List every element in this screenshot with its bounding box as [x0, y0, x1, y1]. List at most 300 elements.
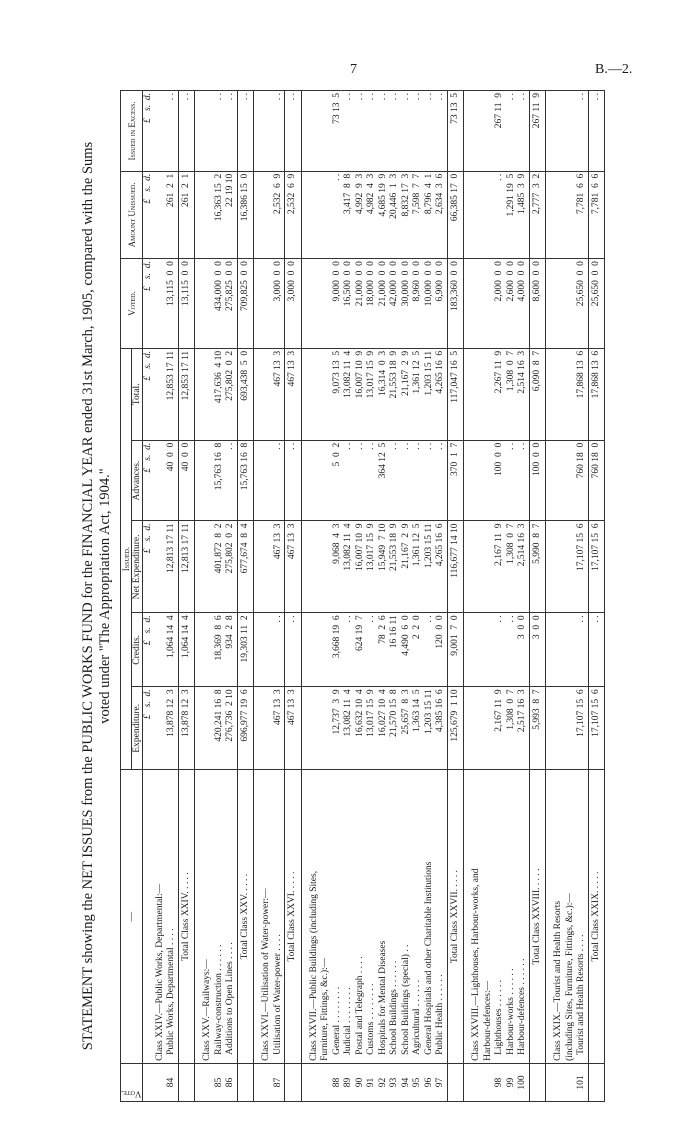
unissued-cell [261, 171, 273, 258]
net-expenditure-cell: 5,990 8 7 [529, 521, 546, 613]
service-name: Additions to Open Lines . . . . [225, 770, 237, 1064]
service-name: Hospitals for Mental Diseases [378, 770, 390, 1064]
service-name: Lighthouses . . . . . . [494, 770, 506, 1064]
excess-cell: . . [366, 91, 378, 172]
advances-cell: . . [517, 440, 529, 521]
class-heading: Class XXVII.—Public Buildings (including Sites, [309, 770, 321, 1064]
net-expenditure-cell: 467 13 3 [273, 521, 285, 613]
credits-cell: 1,064 14 4 [166, 613, 178, 687]
voted-cell [553, 259, 565, 349]
class-heading-row [320, 91, 332, 1102]
table-row [225, 91, 237, 1102]
class-heading-row [155, 91, 167, 1102]
expenditure-cell: 13,082 11 4 [343, 687, 355, 770]
class-heading: Class XXVIII.—Lighthouses, Harbour-works, and [471, 770, 483, 1064]
excess-cell: . . [506, 91, 518, 172]
total-cell [483, 348, 495, 440]
voted-cell: 21,000 0 0 [355, 259, 367, 349]
advances-cell: 100 0 0 [494, 440, 506, 521]
table-row [389, 91, 401, 1102]
vote-number: 86 [225, 1063, 237, 1101]
class-heading: Harbour-defences:— [483, 770, 495, 1064]
statement-body [143, 91, 605, 1102]
credits-cell: 2 2 0 [412, 613, 424, 687]
table-row [401, 91, 413, 1102]
total-cell: 2,267 11 9 [494, 348, 506, 440]
unissued-cell: 16,386 15 0 [237, 171, 254, 258]
expenditure-cell: 25,657 8 3 [401, 687, 413, 770]
unissued-cell: 4,685 19 9 [378, 171, 390, 258]
net-expenditure-cell [471, 521, 483, 613]
net-expenditure-cell [155, 521, 167, 613]
table-row [332, 91, 344, 1102]
expenditure-cell: 4,385 16 6 [435, 687, 447, 770]
net-expenditure-cell: 9,068 4 3 [332, 521, 344, 613]
service-name: Tourist and Health Resorts . . . . [576, 770, 588, 1064]
excess-cell [202, 91, 214, 172]
class-total-row [237, 91, 254, 1102]
unissued-cell: . . [332, 171, 344, 258]
advances-cell: . . [225, 440, 237, 521]
credits-cell: 16 16 11 [389, 613, 401, 687]
credits-cell: . . [506, 613, 518, 687]
excess-cell: . . [389, 91, 401, 172]
vote-number [565, 1063, 577, 1101]
expenditure-cell [261, 687, 273, 770]
total-cell: 2,514 16 3 [517, 348, 529, 440]
total-cell [471, 348, 483, 440]
unissued-cell [483, 171, 495, 258]
net-expenditure-cell: 2,167 11 9 [494, 521, 506, 613]
expenditure-cell [553, 687, 565, 770]
unit-label: £ s. d. [143, 91, 155, 172]
voted-cell: 8,960 0 0 [412, 259, 424, 349]
advances-cell [309, 440, 321, 521]
net-expenditure-cell [553, 521, 565, 613]
total-cell [155, 348, 167, 440]
unissued-cell: 1,291 19 5 [506, 171, 518, 258]
net-expenditure-cell: 467 13 3 [285, 521, 302, 613]
expenditure-cell: 13,878 12 3 [166, 687, 178, 770]
total-cell [261, 348, 273, 440]
vote-number [529, 1063, 546, 1101]
unit-label: £ s. d. [143, 259, 155, 349]
total-cell: 17,868 13 6 [576, 348, 588, 440]
excess-cell [565, 91, 577, 172]
credits-cell: . . [273, 613, 285, 687]
unissued-cell [309, 171, 321, 258]
credits-cell [309, 613, 321, 687]
vote-number [155, 1063, 167, 1101]
credits-cell [483, 613, 495, 687]
credits-cell: . . [588, 613, 605, 687]
total-cell: 1,203 15 11 [424, 348, 436, 440]
unissued-cell: 7,781 6 6 [588, 171, 605, 258]
unissued-cell: 2,634 3 6 [435, 171, 447, 258]
spacer-row [546, 91, 554, 1102]
vote-number [553, 1063, 565, 1101]
total-label: Total Class XXVI. . . . . [285, 770, 302, 1064]
vote-number: 101 [576, 1063, 588, 1101]
advances-cell [261, 440, 273, 521]
expenditure-cell: 12,737 3 9 [332, 687, 344, 770]
class-total-row [285, 91, 302, 1102]
unissued-cell: 4,992 9 3 [355, 171, 367, 258]
expenditure-cell [320, 687, 332, 770]
vote-number [309, 1063, 321, 1101]
voted-cell: 18,000 0 0 [366, 259, 378, 349]
excess-cell: . . [412, 91, 424, 172]
statement-table [120, 90, 605, 1102]
expenditure-cell: 16,632 10 4 [355, 687, 367, 770]
credits-cell: 1,064 14 4 [178, 613, 195, 687]
unissued-cell [553, 171, 565, 258]
expenditure-cell [483, 687, 495, 770]
vote-number: 84 [166, 1063, 178, 1101]
net-expenditure-cell [261, 521, 273, 613]
unit-label: £ s. d. [143, 687, 155, 770]
table-row [214, 91, 226, 1102]
excess-cell: . . [517, 91, 529, 172]
class-heading-row [202, 91, 214, 1102]
unissued-cell [155, 171, 167, 258]
expenditure-cell: 276,736 2 10 [225, 687, 237, 770]
credits-cell [565, 613, 577, 687]
unissued-cell: 8,832 17 3 [401, 171, 413, 258]
service-name: Public Health . . . . . . [435, 770, 447, 1064]
voted-cell [471, 259, 483, 349]
excess-cell: . . [343, 91, 355, 172]
spacer-row [254, 91, 262, 1102]
advances-cell: . . [412, 440, 424, 521]
header-total: Total. [132, 348, 143, 440]
voted-cell [202, 259, 214, 349]
title-line-2: voted under "The Appropriation Act, 1904." [97, 468, 113, 724]
unissued-cell: 2,777 3 2 [529, 171, 546, 258]
excess-cell [320, 91, 332, 172]
excess-cell [309, 91, 321, 172]
excess-cell: . . [435, 91, 447, 172]
vote-number [237, 1063, 254, 1101]
header-advances: Advances. [132, 440, 143, 521]
voted-cell [155, 259, 167, 349]
spacer-row [464, 91, 472, 1102]
vote-number: 90 [355, 1063, 367, 1101]
spacer-row [301, 91, 309, 1102]
advances-cell: 760 18 0 [576, 440, 588, 521]
unissued-cell: 4,982 4 3 [366, 171, 378, 258]
excess-cell: 267 11 9 [529, 91, 546, 172]
table-row [435, 91, 447, 1102]
total-cell [309, 348, 321, 440]
header-unissued: Amount Unissued. [121, 171, 143, 258]
advances-cell [155, 440, 167, 521]
net-expenditure-cell: 12,813 17 11 [178, 521, 195, 613]
excess-cell: . . [355, 91, 367, 172]
voted-cell: 21,000 0 0 [378, 259, 390, 349]
spacer-row [195, 91, 203, 1102]
expenditure-cell: 13,017 15 9 [366, 687, 378, 770]
vote-number: 88 [332, 1063, 344, 1101]
vote-number [447, 1063, 464, 1101]
expenditure-cell [202, 687, 214, 770]
vote-number: 100 [517, 1063, 529, 1101]
total-cell: 12,853 17 11 [178, 348, 195, 440]
excess-cell: . . [424, 91, 436, 172]
voted-cell: 183,360 0 0 [447, 259, 464, 349]
service-name: General . . . . . . . . [332, 770, 344, 1064]
header-service: — [121, 770, 143, 1064]
voted-cell: 13,115 0 0 [178, 259, 195, 349]
service-name: Harbour-works . . . . . . [506, 770, 518, 1064]
voted-cell: 709,825 0 0 [237, 259, 254, 349]
excess-cell: . . [285, 91, 302, 172]
class-total-row [588, 91, 605, 1102]
net-expenditure-cell: 275,802 0 2 [225, 521, 237, 613]
voted-cell: 275,825 0 0 [225, 259, 237, 349]
class-heading: Class XXIX.—Tourist and Health Resorts [553, 770, 565, 1064]
total-cell: 1,361 12 5 [412, 348, 424, 440]
excess-cell [483, 91, 495, 172]
excess-cell [553, 91, 565, 172]
service-name: Judicial . . . . . . . . [343, 770, 355, 1064]
voted-cell: 42,000 0 0 [389, 259, 401, 349]
net-expenditure-cell [202, 521, 214, 613]
net-expenditure-cell: 12,813 17 11 [166, 521, 178, 613]
class-total-row [178, 91, 195, 1102]
service-name: Customs . . . . . . . . [366, 770, 378, 1064]
total-cell: 13,082 11 4 [343, 348, 355, 440]
vote-number: 85 [214, 1063, 226, 1101]
credits-cell: 3 0 0 [529, 613, 546, 687]
unissued-cell: 20,446 1 3 [389, 171, 401, 258]
unit-label: £ s. d. [143, 348, 155, 440]
vote-number: 95 [412, 1063, 424, 1101]
page-number: 7 [350, 62, 357, 77]
advances-cell [320, 440, 332, 521]
total-cell: 1,308 0 7 [506, 348, 518, 440]
net-expenditure-cell [309, 521, 321, 613]
advances-cell: . . [424, 440, 436, 521]
credits-cell: . . [285, 613, 302, 687]
class-heading-row [565, 91, 577, 1102]
unit-label: £ s. d. [143, 440, 155, 521]
unissued-cell: . . [494, 171, 506, 258]
voted-cell: 3,000 0 0 [273, 259, 285, 349]
credits-cell [471, 613, 483, 687]
class-heading-row [261, 91, 273, 1102]
unissued-cell [565, 171, 577, 258]
advances-cell: 370 1 7 [447, 440, 464, 521]
header-credits: Credits. [132, 613, 143, 687]
credits-cell: 19,303 11 2 [237, 613, 254, 687]
advances-cell: . . [401, 440, 413, 521]
class-total-row [447, 91, 464, 1102]
total-cell: 275,802 0 2 [225, 348, 237, 440]
service-name: Postal and Telegraph . . . . [355, 770, 367, 1064]
expenditure-cell: 125,679 1 10 [447, 687, 464, 770]
vote-number: 92 [378, 1063, 390, 1101]
header-voted: Voted. [121, 259, 143, 349]
advances-cell: 100 0 0 [529, 440, 546, 521]
service-name: Harbour-defences . . . . . . [517, 770, 529, 1064]
title-line-1: STATEMENT showing the NET ISSUES from the PUBLIC WORKS FUND for the FINANCIAL YEAR ended 31st March, 1905, compared with the Sums [80, 141, 96, 1051]
excess-cell: . . [401, 91, 413, 172]
voted-cell: 3,000 0 0 [285, 259, 302, 349]
excess-cell: . . [225, 91, 237, 172]
vote-number [588, 1063, 605, 1101]
expenditure-cell: 17,107 15 6 [576, 687, 588, 770]
advances-cell: 15,763 16 8 [237, 440, 254, 521]
vote-number: 96 [424, 1063, 436, 1101]
excess-cell: 73 13 5 [447, 91, 464, 172]
table-row [576, 91, 588, 1102]
net-expenditure-cell: 4,265 16 6 [435, 521, 447, 613]
excess-cell [155, 91, 167, 172]
credits-cell [553, 613, 565, 687]
voted-cell: 2,000 0 0 [494, 259, 506, 349]
unit-label: £ s. d. [143, 613, 155, 687]
voted-cell: 25,650 0 0 [588, 259, 605, 349]
total-cell: 16,314 0 3 [378, 348, 390, 440]
expenditure-cell: 420,241 16 8 [214, 687, 226, 770]
credits-cell: . . [366, 613, 378, 687]
advances-cell: 40 0 0 [166, 440, 178, 521]
total-cell: 21,553 18 9 [389, 348, 401, 440]
table-row [343, 91, 355, 1102]
table-row [494, 91, 506, 1102]
expenditure-cell: 16,027 10 4 [378, 687, 390, 770]
net-expenditure-cell: 116,677 14 10 [447, 521, 464, 613]
credits-cell [155, 613, 167, 687]
advances-cell: . . [366, 440, 378, 521]
credits-cell: . . [494, 613, 506, 687]
header-net-expenditure: Net Expenditure. [132, 521, 143, 613]
vote-number [261, 1063, 273, 1101]
total-cell: 9,073 13 5 [332, 348, 344, 440]
advances-cell: . . [435, 440, 447, 521]
excess-cell: . . [178, 91, 195, 172]
expenditure-cell: 696,977 19 6 [237, 687, 254, 770]
excess-cell [261, 91, 273, 172]
net-expenditure-cell: 17,107 15 6 [576, 521, 588, 613]
credits-cell [202, 613, 214, 687]
class-heading: Class XXV.—Railways:— [202, 770, 214, 1064]
unissued-cell: 2,532 6 9 [285, 171, 302, 258]
unissued-cell: 66,385 17 0 [447, 171, 464, 258]
unissued-cell: 261 2 1 [166, 171, 178, 258]
excess-cell: . . [588, 91, 605, 172]
total-cell [320, 348, 332, 440]
service-name: Agricultural . . . . . . [412, 770, 424, 1064]
header-expenditure: Expenditure. [132, 687, 143, 770]
table-row [517, 91, 529, 1102]
service-name: Utilisation of Water-power . . . . [273, 770, 285, 1064]
advances-cell [553, 440, 565, 521]
credits-cell: 3,668 19 6 [332, 613, 344, 687]
net-expenditure-cell: 16,007 10 9 [355, 521, 367, 613]
class-heading-row [309, 91, 321, 1102]
service-name: School Buildings . . . . . . [389, 770, 401, 1064]
class-heading: (including Sites, Furniture, Fittings, &c.):— [565, 770, 577, 1064]
total-cell: 467 13 3 [273, 348, 285, 440]
expenditure-cell: 2,167 11 9 [494, 687, 506, 770]
voted-cell: 6,900 0 0 [435, 259, 447, 349]
total-cell: 4,265 16 6 [435, 348, 447, 440]
header-excess: Issued in Excess. [121, 91, 143, 172]
net-expenditure-cell: 13,017 15 9 [366, 521, 378, 613]
advances-cell: 364 12 5 [378, 440, 390, 521]
voted-cell: 13,115 0 0 [166, 259, 178, 349]
voted-cell: 16,500 0 0 [343, 259, 355, 349]
table-row [366, 91, 378, 1102]
total-cell: 16,007 10 9 [355, 348, 367, 440]
total-cell: 21,167 2 9 [401, 348, 413, 440]
advances-cell [483, 440, 495, 521]
total-label: Total Class XXV. . . . . [237, 770, 254, 1064]
class-heading-row [553, 91, 565, 1102]
net-expenditure-cell: 677,674 8 4 [237, 521, 254, 613]
total-cell: 13,017 15 9 [366, 348, 378, 440]
expenditure-cell [309, 687, 321, 770]
excess-cell: . . [273, 91, 285, 172]
voted-cell: 9,000 0 0 [332, 259, 344, 349]
statement-title [80, 90, 116, 1102]
vote-number [483, 1063, 495, 1101]
advances-cell: . . [506, 440, 518, 521]
unissued-cell: 3,417 8 8 [343, 171, 355, 258]
credits-cell: . . [576, 613, 588, 687]
total-cell: 693,438 5 0 [237, 348, 254, 440]
excess-cell: . . [237, 91, 254, 172]
net-expenditure-cell: 1,361 12 5 [412, 521, 424, 613]
total-cell: 417,636 4 10 [214, 348, 226, 440]
total-label: Total Class XXVIII. . . . . [529, 770, 546, 1064]
vote-number [202, 1063, 214, 1101]
net-expenditure-cell: 13,082 11 4 [343, 521, 355, 613]
unissued-cell: 2,532 6 9 [273, 171, 285, 258]
voted-cell: 2,600 0 0 [506, 259, 518, 349]
class-heading: Class XXIV.—Public Works, Departmental:— [155, 770, 167, 1064]
total-cell: 117,047 16 5 [447, 348, 464, 440]
credits-cell [261, 613, 273, 687]
table-row [273, 91, 285, 1102]
credits-cell: 78 2 6 [378, 613, 390, 687]
excess-cell: . . [214, 91, 226, 172]
vote-number: 94 [401, 1063, 413, 1101]
total-cell: 6,090 8 7 [529, 348, 546, 440]
unissued-cell: 16,363 15 2 [214, 171, 226, 258]
excess-cell: . . [576, 91, 588, 172]
credits-cell: . . [424, 613, 436, 687]
voted-cell: 30,000 0 0 [401, 259, 413, 349]
unissued-cell: 22 19 10 [225, 171, 237, 258]
credits-cell: 934 2 8 [225, 613, 237, 687]
vote-number [178, 1063, 195, 1101]
voted-cell: 10,000 0 0 [424, 259, 436, 349]
expenditure-cell: 1,203 15 11 [424, 687, 436, 770]
unissued-cell: 7,781 6 6 [576, 171, 588, 258]
class-heading: Class XXVI.—Utilisation of Water-power:— [261, 770, 273, 1064]
net-expenditure-cell: 1,203 15 11 [424, 521, 436, 613]
excess-cell: 267 11 9 [494, 91, 506, 172]
advances-cell: 40 0 0 [178, 440, 195, 521]
table-row [166, 91, 178, 1102]
expenditure-cell: 17,107 15 6 [588, 687, 605, 770]
class-heading-row [471, 91, 483, 1102]
credits-cell: 120 0 0 [435, 613, 447, 687]
class-total-row [529, 91, 546, 1102]
